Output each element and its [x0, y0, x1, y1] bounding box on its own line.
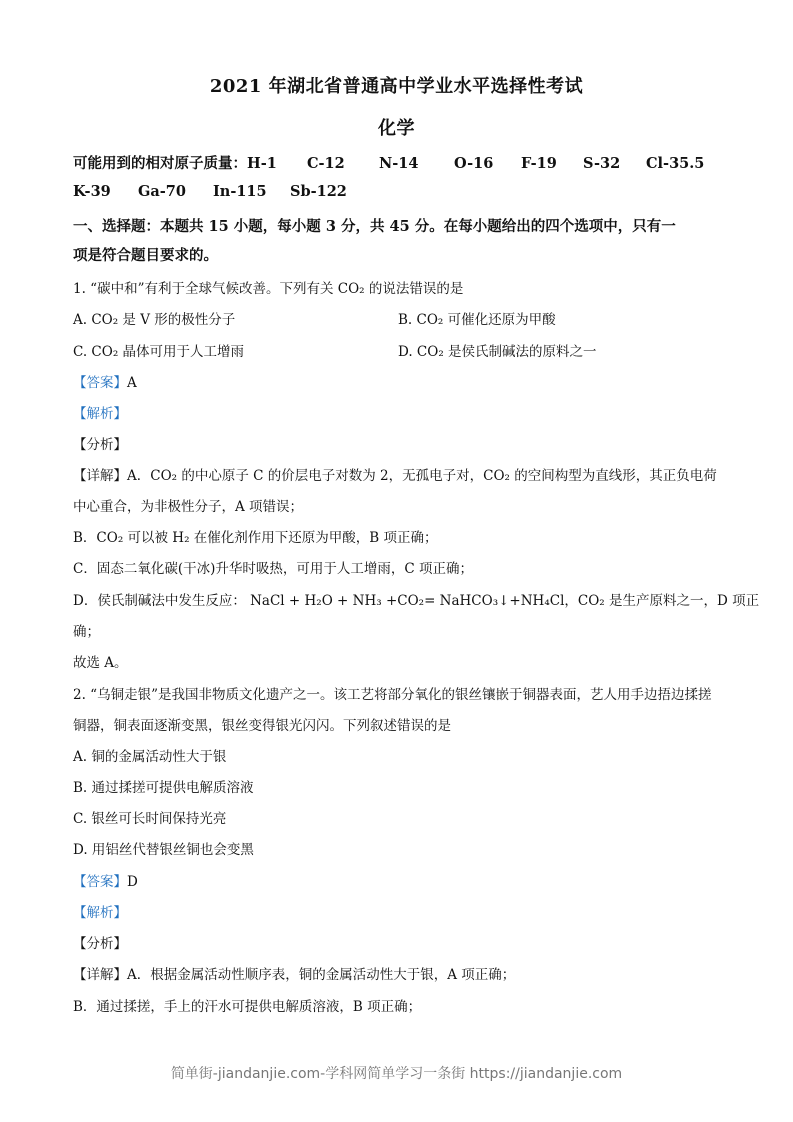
q1-detail-tag: 【详解】 [73, 468, 127, 484]
q1-answer [73, 371, 137, 391]
q1-answer-value: A [127, 375, 137, 391]
atomic-masses-row-2 [73, 183, 347, 200]
q1-detail-4: C．固态二氧化碳(干冰)升华时吸热，可用于人工增雨，C 项正确； [73, 561, 473, 577]
q2-detail-tag: 【详解】 [73, 967, 127, 983]
q1-conclusion: 故选 A。 [73, 655, 128, 671]
q1-analysis-tag: 【解析】 [73, 406, 127, 422]
q2-answer [73, 870, 138, 890]
q2-option-d: D. 用铝丝代替银丝铜也会变黑 [73, 842, 254, 858]
q2-option-b: B. 通过揉搓可提供电解质溶液 [73, 780, 254, 796]
q1-detail-5: D．侯氏制碱法中发生反应： NaCl + H₂O + NH₃ +CO₂= NaHCO₃↓+NH₄Cl，CO₂ 是生产原料之一，D 项正 [73, 593, 760, 609]
section-heading-line-1: 一、选择题：本题共 15 小题，每小题 3 分，共 45 分。在每小题给出的四个选项中，只有一 [73, 218, 676, 235]
q1-option-b: B. CO₂ 可催化还原为甲酸 [398, 312, 556, 328]
q2-detail-2: B．通过揉搓，手上的汗水可提供电解质溶液，B 项正确； [73, 999, 422, 1015]
q2-answer-value: D [127, 874, 138, 890]
mass-sb: Sb-122 [290, 183, 347, 200]
mass-n: N-14 [379, 155, 419, 172]
mass-c: C-12 [307, 155, 345, 172]
mass-k: K-39 [73, 183, 111, 200]
mass-in: In-115 [213, 183, 267, 200]
q2-stem-1: 2. “乌铜走银”是我国非物质文化遗产之一。该工艺将部分氧化的银丝镶嵌于铜器表面，艺人用手边捂边揉搓 [73, 687, 712, 703]
q1-option-d: D. CO₂ 是侯氏制碱法的原料之一 [398, 344, 597, 360]
q1-fenxi-tag: 【分析】 [73, 437, 127, 453]
q1-detail-1-text: A．CO₂ 的中心原子 C 的价层电子对数为 2，无孤电子对，CO₂ 的空间构型为直线形，其正负电荷 [127, 468, 717, 484]
subject-title: 化学 [378, 118, 415, 139]
mass-ga: Ga-70 [138, 183, 186, 200]
q2-detail-1 [73, 963, 515, 983]
q2-fenxi-tag: 【分析】 [73, 936, 127, 952]
mass-h: H-1 [247, 155, 277, 172]
q2-stem-2: 铜器，铜表面逐渐变黑，银丝变得银光闪闪。下列叙述错误的是 [73, 718, 451, 734]
mass-o: O-16 [454, 155, 494, 172]
q2-option-a: A. 铜的金属活动性大于银 [73, 749, 227, 765]
q1-detail-2: 中心重合，为非极性分子，A 项错误； [73, 499, 304, 515]
q2-option-c: C. 银丝可长时间保持光亮 [73, 811, 227, 827]
atomic-masses-label: 可能用到的相对原子质量： [73, 155, 247, 172]
q2-answer-tag: 【答案】 [73, 874, 127, 890]
section-heading-line-2: 项是符合题目要求的。 [73, 247, 218, 264]
page-footer-watermark: 简单街-jiandanjie.com-学科网简单学习一条街 https://jiandanjie.com [170, 1066, 623, 1082]
exam-title: 2021 年湖北省普通高中学业水平选择性考试 [209, 76, 584, 97]
mass-f: F-19 [521, 155, 557, 172]
q2-analysis-tag: 【解析】 [73, 905, 127, 921]
mass-cl: Cl-35.5 [646, 155, 705, 172]
q1-detail-6: 确； [73, 624, 100, 640]
atomic-masses-row-1 [73, 152, 704, 173]
q2-detail-1-text: A．根据金属活动性顺序表，铜的金属活动性大于银，A 项正确； [127, 967, 516, 983]
q1-answer-tag: 【答案】 [73, 375, 127, 391]
q1-option-c: C. CO₂ 晶体可用于人工增雨 [73, 344, 245, 360]
q1-detail-3: B．CO₂ 可以被 H₂ 在催化剂作用下还原为甲酸，B 项正确； [73, 530, 438, 546]
q1-detail-1 [73, 464, 717, 484]
q1-stem: 1. “碳中和”有利于全球气候改善。下列有关 CO₂ 的说法错误的是 [73, 281, 464, 297]
q1-option-a: A. CO₂ 是 V 形的极性分子 [73, 312, 236, 328]
mass-s: S-32 [583, 155, 621, 172]
